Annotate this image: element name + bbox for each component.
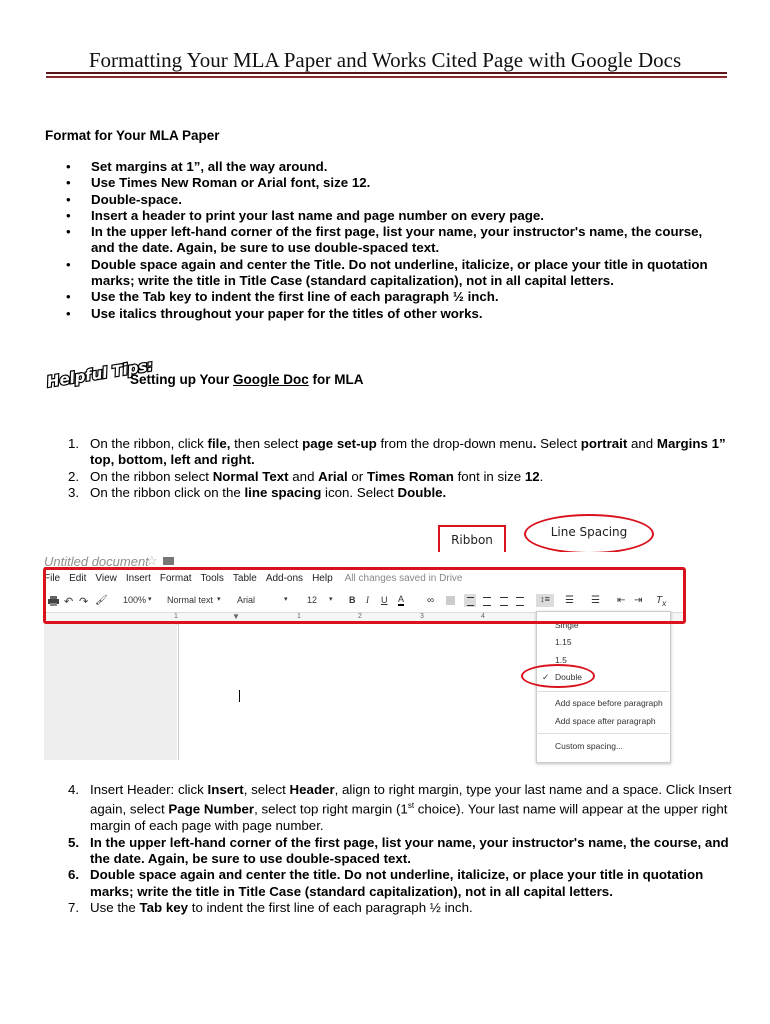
bullet-item	[60, 224, 720, 257]
bullet-text: Double space again and center the Title. Do not underline, italicize, or place your title in quotation marks; write the title in Title Case (standard capitalization), not in all capital letters.	[91, 256, 708, 289]
step-item	[60, 436, 732, 469]
bullet-item	[60, 159, 720, 175]
format-bullet-list	[60, 159, 720, 322]
step-emphasis: Tab key	[139, 900, 189, 916]
section-heading: Format for Your MLA Paper	[45, 128, 220, 143]
chevron-down-icon: ▾	[148, 596, 152, 603]
spacing-option-single[interactable]: Single	[555, 620, 579, 630]
document-name[interactable]: Untitled document	[44, 554, 149, 569]
chevron-down-icon: ▾	[329, 596, 333, 603]
save-status: All changes saved in Drive	[344, 573, 463, 584]
google-doc-link[interactable]: Google Doc	[233, 372, 309, 387]
bullet-dot: •	[66, 289, 71, 305]
helpful-tips-text: Helpful Tips:	[45, 356, 155, 391]
menu-tools[interactable]: Tools	[200, 573, 224, 584]
numbered-list-icon[interactable]: ☰	[565, 595, 574, 606]
step-text: On the ribbon select	[90, 468, 213, 484]
step-number: 2.	[68, 468, 80, 484]
bullet-text: Use the Tab key to indent the first line of each paragraph ½ inch.	[91, 289, 499, 305]
setup-heading	[130, 372, 364, 387]
menu-insert[interactable]: Insert	[125, 573, 151, 584]
chevron-down-icon: ▾	[217, 596, 221, 603]
decrease-indent-icon[interactable]: ⇤	[617, 595, 626, 606]
ribbon-highlight-box	[43, 567, 686, 624]
document-title: Formatting Your MLA Paper and Works Cited Page with Google Docs	[88, 48, 682, 72]
custom-spacing-option[interactable]: Custom spacing...	[555, 741, 624, 751]
zoom-select[interactable]: 100%	[123, 595, 147, 605]
check-icon: ✓	[542, 672, 550, 682]
step-item	[60, 867, 732, 900]
bullet-text: Set margins at 1”, all the way around.	[91, 159, 328, 174]
step-emphasis: file,	[207, 436, 231, 451]
bold-button[interactable]: B	[349, 595, 356, 605]
step-number: 7.	[68, 900, 80, 916]
step-text: to indent the first line of each paragraph ½ inch.	[188, 900, 473, 916]
step-emphasis: Double.	[397, 485, 447, 501]
bullet-dot: •	[66, 305, 71, 321]
menu-edit[interactable]: Edit	[69, 573, 87, 584]
menu-view[interactable]: View	[95, 573, 117, 584]
step-text: Use the	[90, 900, 140, 916]
step-item	[60, 469, 732, 485]
spacing-option-1-5[interactable]: 1.5	[555, 655, 567, 665]
bulleted-list-icon[interactable]: ☰	[591, 595, 600, 606]
spacing-option-double[interactable]: Double	[555, 672, 582, 682]
italic-button[interactable]: I	[366, 595, 369, 605]
menu-file[interactable]: File	[44, 573, 61, 584]
ruler-mark: 1	[297, 613, 301, 620]
bullet-dot: •	[66, 256, 71, 272]
menu-help[interactable]: Help	[312, 573, 333, 584]
line-spacing-icon[interactable]: ↕≡	[536, 594, 554, 607]
clear-formatting-icon[interactable]: $T_x$	[656, 595, 667, 608]
chevron-down-icon: ▾	[284, 596, 288, 603]
step-superscript: st	[407, 801, 415, 811]
text-color-button[interactable]: A	[398, 594, 405, 604]
ruler-mark: 3	[420, 613, 424, 620]
step-emphasis: Normal Text	[212, 468, 289, 484]
font-size-select[interactable]: 12	[307, 595, 318, 605]
bullet-dot: •	[66, 191, 71, 207]
bullet-text: In the upper left-hand corner of the first page, list your name, your instructor's name, the course, and the date. Again, be sure to use double-spaced text.	[91, 224, 703, 256]
header-steps-list	[60, 782, 732, 917]
bullet-text: Use italics throughout your paper for the titles of other works.	[91, 305, 483, 321]
step-emphasis: page set-up	[302, 436, 377, 451]
star-icon[interactable]: ☆	[146, 553, 158, 568]
bullet-item	[60, 192, 720, 208]
indent-marker-icon[interactable]: ▼	[232, 612, 240, 621]
undo-icon[interactable]: ↶	[64, 596, 74, 608]
underline-button[interactable]: U	[381, 595, 388, 605]
step-item	[60, 835, 732, 868]
step-text: In the upper left-hand corner of the first page, list your name, your instructor's name, the course, and the date. Again, be sure to use double-spaced text.	[90, 834, 729, 867]
step-emphasis: line spacing	[244, 485, 322, 501]
setup-heading-pre: Setting up Your	[130, 372, 233, 387]
step-emphasis: Arial	[318, 468, 348, 484]
step-emphasis: Header	[289, 782, 335, 797]
redo-icon[interactable]: ↷	[79, 596, 89, 608]
menu-table[interactable]: Table	[232, 573, 257, 584]
bullet-text: Insert a header to print your last name and page number on every page.	[91, 207, 544, 223]
step-text: , select	[243, 782, 290, 797]
ribbon-callout: Ribbon	[438, 525, 506, 555]
step-number: 3.	[68, 485, 80, 501]
text-cursor	[239, 690, 240, 702]
step-text: On the ribbon click on the	[90, 485, 245, 501]
step-text: and	[627, 436, 657, 451]
step-number: 6.	[68, 867, 80, 883]
bullet-item	[60, 289, 720, 305]
step-text: Insert Header: click	[90, 782, 208, 797]
bullet-dot: •	[66, 175, 71, 191]
step-text: Double space again and center the title. Do not underline, italicize, or place your title in quotation marks; write the title in Title Case (standard capitalization), not in all capital letters.	[90, 867, 704, 899]
bullet-text: Use Times New Roman or Arial font, size 12.	[91, 175, 371, 191]
add-space-after-option[interactable]: Add space after paragraph	[555, 716, 656, 726]
double-highlight-oval	[521, 664, 595, 688]
step-emphasis: Times Roman	[366, 468, 454, 484]
step-item	[60, 900, 732, 916]
step-emphasis: Page Number	[168, 801, 255, 817]
step-emphasis: .	[532, 436, 537, 451]
step-text: , align to right margin, type your last name and a space. Click Insert again, select	[90, 782, 732, 817]
paint-format-icon[interactable]: 🖌	[95, 595, 108, 606]
step-text: then select	[230, 436, 303, 451]
menu-addons[interactable]: Add-ons	[265, 573, 304, 584]
step-item	[60, 782, 732, 835]
menu-format[interactable]: Format	[159, 573, 192, 584]
bullet-dot: •	[66, 159, 71, 174]
bullet-item	[60, 208, 720, 224]
step-text: choice). Your last name will appear at the upper right margin of each page with page number.	[90, 801, 728, 834]
step-emphasis: Insert	[207, 782, 244, 797]
link-icon[interactable]: ∞	[427, 595, 435, 606]
step-emphasis: 12	[524, 468, 540, 484]
spacing-option-1-15[interactable]: 1.15	[555, 637, 572, 647]
style-select[interactable]: Normal text	[167, 595, 214, 605]
bullet-item	[60, 175, 720, 191]
dropdown-divider	[536, 733, 669, 734]
step-number: 1.	[68, 436, 80, 451]
folder-icon[interactable]	[163, 557, 174, 565]
font-select[interactable]: Arial	[237, 595, 256, 605]
bullet-dot: •	[66, 207, 71, 223]
step-number: 5.	[68, 834, 80, 850]
add-space-before-option[interactable]: Add space before paragraph	[555, 698, 663, 708]
line-spacing-callout: Line Spacing	[524, 514, 654, 554]
ruler-mark: 1	[174, 613, 178, 620]
ruler-mark: 4	[481, 613, 485, 620]
ruler-mark: 2	[358, 613, 362, 620]
increase-indent-icon[interactable]: ⇥	[634, 595, 643, 606]
step-number: 4.	[68, 782, 80, 797]
dropdown-divider	[536, 691, 669, 692]
bullet-text: Double-space.	[91, 191, 182, 207]
step-item	[60, 485, 732, 501]
step-text: .	[539, 468, 544, 484]
step-emphasis: Margins 1” top, bottom, left and right.	[90, 436, 726, 468]
step-text: On the ribbon, click	[90, 436, 208, 451]
setup-heading-post: for MLA	[308, 372, 364, 387]
step-text: icon. Select	[321, 485, 398, 501]
bullet-dot: •	[66, 224, 71, 240]
title-rule-secondary	[46, 76, 727, 78]
title-rule	[46, 72, 727, 74]
step-text: font in size	[453, 468, 525, 484]
step-emphasis: portrait	[580, 436, 628, 451]
bullet-item	[60, 257, 720, 290]
left-gutter	[44, 624, 177, 760]
step-text: Select	[536, 436, 581, 451]
bullet-item	[60, 306, 720, 322]
setup-steps-list	[60, 436, 732, 502]
step-text: , select top right margin (1	[254, 801, 408, 817]
step-text: from the drop-down menu	[376, 436, 533, 451]
step-text: and	[288, 468, 319, 484]
helpful-tips-logo	[43, 356, 155, 391]
step-text: or	[347, 468, 367, 484]
